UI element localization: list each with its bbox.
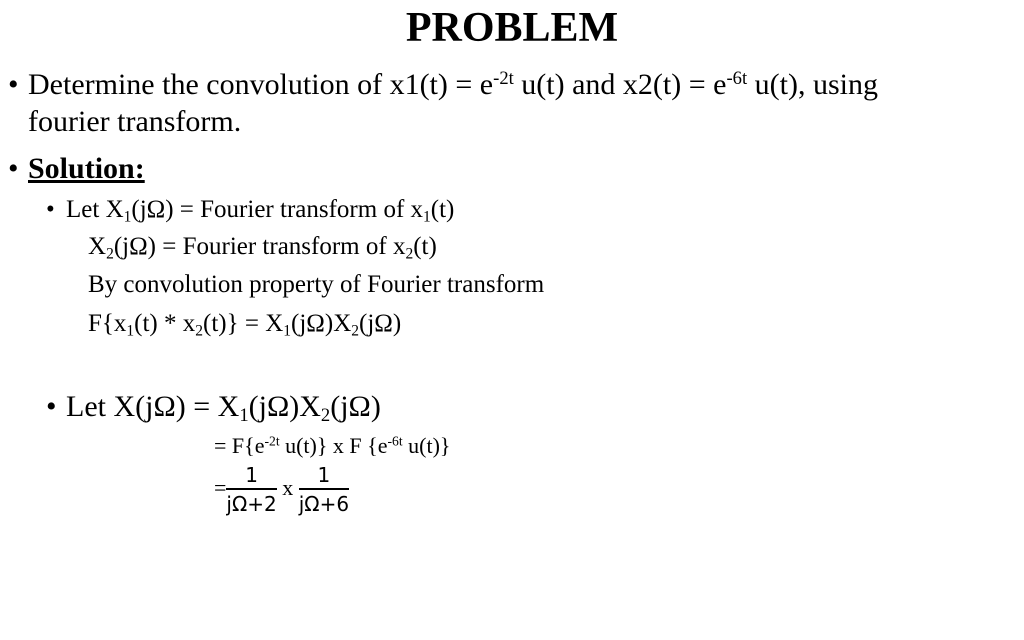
sub-bullet-1	[46, 195, 55, 225]
let-line-4: $F\{x_1(t) * x_2(t)\} = X_1(j\Omega)X_2(j\Omega)$	[88, 310, 402, 340]
let2-line-3	[214, 464, 349, 516]
fraction-2: $\frac{1}{j\Omega+6}$	[298, 463, 350, 516]
problem-line-2: fourier transform.	[28, 105, 242, 138]
sub-bullet-2	[46, 390, 57, 424]
let-line-1: Let $X_1(j\Omega)$ = Fourier transform of $x_1(t)$	[66, 196, 455, 226]
let-line-3: By convolution property of Fourier transform	[88, 271, 545, 298]
slide-title: PROBLEM	[405, 5, 619, 51]
let-line-2: $X_2(j\Omega)$ = Fourier transform of $x_2(t)$	[88, 233, 437, 263]
bullet-marker: •	[8, 68, 19, 101]
problem-bullet	[8, 68, 19, 102]
bullet-marker: •	[46, 196, 55, 223]
bullet-marker: •	[46, 390, 57, 423]
times-sign: x	[276, 475, 299, 501]
solution-label: Solution:	[28, 152, 145, 185]
let2-line-2: = $F\{e^{-2t}$ u(t)} x F {$e^{-6t}$ u(t)}	[214, 433, 451, 458]
solution-bullet	[8, 152, 19, 186]
let2-line-1: Let $X(j\Omega) = X_1(j\Omega)X_2(j\Omega)$	[66, 390, 381, 427]
problem-line-1: Determine the convolution of $x1(t) = e^{-2t}$ u(t) and $x2(t) = e^{-6t}$ u(t), using	[28, 67, 878, 101]
bullet-marker: •	[8, 152, 19, 185]
equals-sign: =	[214, 475, 227, 501]
fraction-1: $\frac{1}{j\Omega+2}$	[226, 463, 277, 516]
